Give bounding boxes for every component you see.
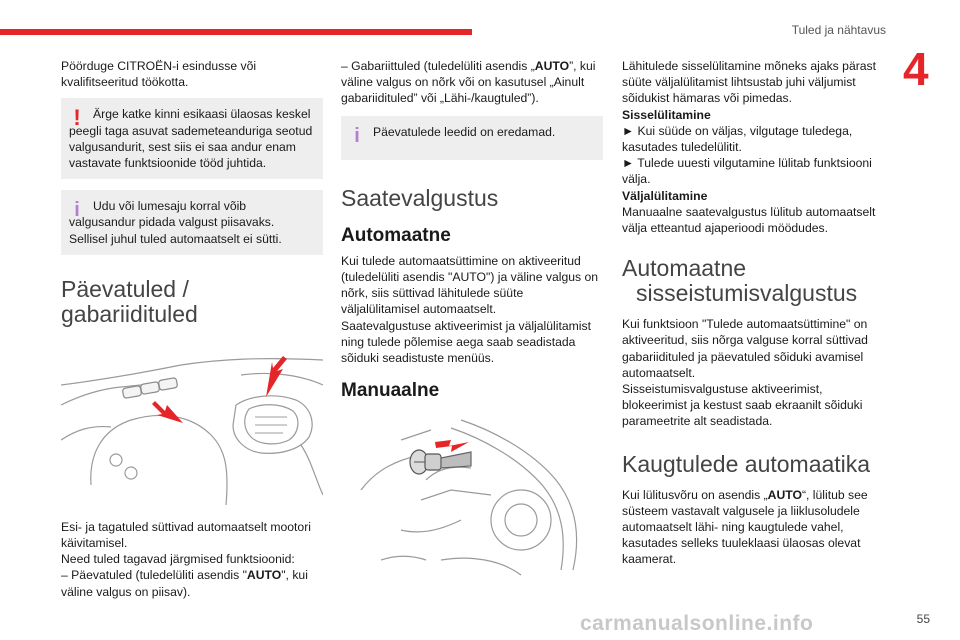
exclamation-icon: ! <box>73 105 81 131</box>
warning-text: Ärge katke kinni esikaasi ülaosas keskel peegli taga asuvat sademeteanduriga seotud valgusandurit, sest siis ei saa andur enam vastavate funktsioonide tööd juhtida. <box>69 107 313 171</box>
auto-high-beam-para: Kui lülitusvõru on asendis „AUTO“, lülitub see süsteem vastavalt valgusele ja liiklusoludele automaatselt lähi- ning kaugtulede vahel, kasutades selleks tuuleklaasi ülaosas olevat kaamerat. <box>622 487 868 567</box>
info-text: Udu või lumesaju korral võib valgusandur pidada valgust piisavaks. Sellisel juhul tuled automaatselt ei sütti. <box>69 199 282 246</box>
column-2 <box>341 58 603 580</box>
info-icon: i <box>74 199 80 222</box>
info-text-leds: Päevatulede leedid on eredamad. <box>373 124 556 139</box>
daylights-item-1: – Päevatuled (tuledelüliti asendis "AUTO", kui väline valgus on piisav). <box>61 568 308 599</box>
column-3 <box>622 58 884 568</box>
heading-line-2: sisseistumisvalgustus <box>636 280 858 307</box>
manual-para-1: Lähitulede sisselülitamine mõneks ajaks pärast süüte väljalülitamist lihtsustab juhi väljumist sõidukist hämaras või pimedas. <box>622 59 877 106</box>
switch-off-title: Väljalülitamine <box>622 188 708 203</box>
daylights-item-2: – Gabariittuled (tuledelüliti asendis „AUTO”, kui väline valgus on nõrk või on kasutusel „Ainult gabariidituled” või „Lähi-/kaugtuled”). <box>341 59 596 106</box>
switch-off-text: Manuaalne saatevalgustus lülitub automaatselt välja etteantud ajaperioodi möödudes. <box>622 204 876 236</box>
section-heading-welcome-lighting <box>622 256 884 306</box>
warning-box <box>61 98 323 179</box>
subheading-automatic: Automaatne <box>341 224 451 246</box>
watermark: carmanualsonline.info <box>580 612 814 635</box>
daylights-para-2: Need tuled tagavad järgmised funktsioonid: <box>61 552 295 567</box>
switch-on-title: Sisselülitamine <box>622 107 711 122</box>
switch-on-step-2: ► Tulede uuesti vilgutamine lülitab funktsiooni välja. <box>622 156 872 187</box>
page-number: 55 <box>916 612 930 626</box>
top-accent-bar <box>0 29 472 35</box>
section-heading-auto-high-beam: Kaugtulede automaatika <box>622 450 871 477</box>
heading-line-1: Automaatne <box>622 255 747 282</box>
column-1 <box>61 58 323 600</box>
light-stalk-illustration <box>341 410 603 580</box>
info-icon: i <box>354 124 360 147</box>
automatic-para-1: Kui tulede automaatsüttimine on aktiveeritud (tuledelüliti asendis "AUTO") ja väline valgus on nõrk, siis süttivad lähitulede süüte väljalülitamisel automaatselt. <box>341 253 599 317</box>
info-box <box>61 190 323 255</box>
welcome-para-2: Sisseistumisvalgustuse aktiveerimist, blokeerimist ja kestust saab ekraanilt sõiduki parameetrite alt seadistada. <box>622 382 863 429</box>
chapter-number: 4 <box>903 43 929 95</box>
header-title: Tuled ja nähtavus <box>791 23 886 37</box>
section-heading-guide-me-home: Saatevalgustus <box>341 184 499 211</box>
welcome-para-1: Kui funktsioon "Tulede automaatsüttimine" on aktiveeritud, siis nõrga valguse korral süttivad gabariidituled ja päevatuled sõiduki avamisel automaatselt. <box>622 317 868 380</box>
daylights-para-1: Esi- ja tagatuled süttivad automaatselt mootori käivitamisel. <box>61 519 311 551</box>
subheading-manual: Manuaalne <box>341 380 440 402</box>
headlight-illustration <box>61 345 323 505</box>
info-box-leds <box>341 116 603 160</box>
section-heading-daylights: Päevatuled / gabariidituled <box>61 275 198 327</box>
automatic-para-2: Saatevalgustuse aktiveerimist ja väljalülitamist ning tulede põlemise aega saab seadistada sõiduki seadistuste menüüs. <box>341 318 591 366</box>
intro-text: Pöörduge CITROËN-i esindusse või kvalifitseeritud töökotta. <box>61 59 257 90</box>
switch-on-step-1: ► Kui süüde on väljas, vilgutage tuledega, kasutades tuledelülitit. <box>622 123 853 155</box>
